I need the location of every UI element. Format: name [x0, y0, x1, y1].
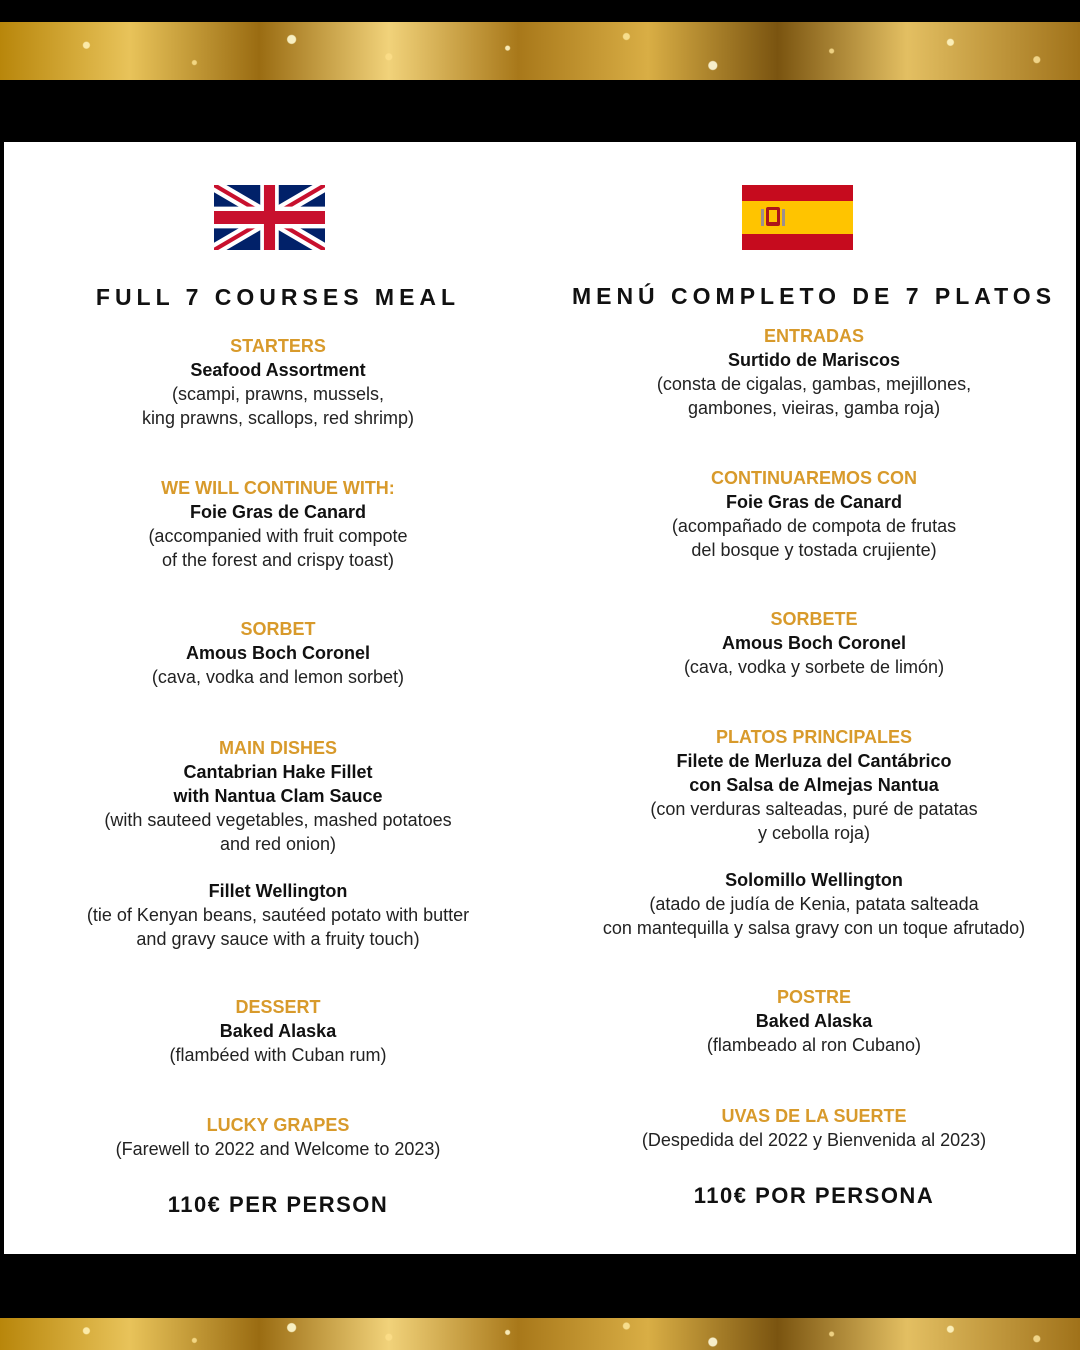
entradas-heading: ENTRADAS — [763, 326, 864, 346]
main-dish-1-line1: Cantabrian Hake Fillet — [183, 762, 373, 782]
sorbet-dish: Amous Boch Coronel — [185, 643, 370, 663]
continue-desc-line1: (accompanied with fruit compote — [148, 526, 408, 546]
sorbete-heading: SORBETE — [770, 609, 858, 629]
starters-desc-line1: (scampi, prawns, mussels, — [171, 384, 385, 404]
uvas-heading: UVAS DE LA SUERTE — [721, 1106, 907, 1126]
entradas-dish: Surtido de Mariscos — [727, 350, 901, 370]
continuaremos-desc-line1: (acompañado de compota de frutas — [671, 516, 957, 536]
platos-principales-section — [552, 725, 1076, 940]
spanish-price: 110€ POR PERSONA — [693, 1183, 935, 1208]
main-dishes-heading: MAIN DISHES — [218, 738, 337, 758]
continuaremos-heading: CONTINUAREMOS CON — [711, 468, 917, 488]
uvas-desc: (Despedida del 2022 y Bienvenida al 2023) — [641, 1130, 987, 1150]
sorbet-heading: SORBET — [240, 619, 316, 639]
plato-2-desc-line1: (atado de judía de Kenia, patata salteada — [649, 894, 979, 914]
plato-1-line1: Filete de Merluza del Cantábrico — [676, 751, 952, 771]
sorbete-dish: Amous Boch Coronel — [721, 633, 906, 653]
plato-2-desc-line2: con mantequilla y salsa gravy con un toque afrutado) — [602, 918, 1026, 938]
continuaremos-dish: Foie Gras de Canard — [725, 492, 903, 512]
english-price: 110€ PER PERSON — [167, 1192, 389, 1217]
lucky-grapes-desc: (Farewell to 2022 and Welcome to 2023) — [115, 1139, 441, 1159]
continue-dish: Foie Gras de Canard — [189, 502, 367, 522]
sorbet-section — [4, 617, 552, 689]
entradas-desc-line1: (consta de cigalas, gambas, mejillones, — [656, 374, 972, 394]
plato-2: Solomillo Wellington — [725, 870, 903, 890]
top-gold-glitter-band — [0, 22, 1080, 80]
continue-desc-line2: of the forest and crispy toast) — [161, 550, 395, 570]
menu-panel — [4, 142, 1076, 1254]
plato-1-line2: con Salsa de Almejas Nantua — [689, 775, 939, 795]
platos-principales-heading: PLATOS PRINCIPALES — [715, 727, 913, 747]
continue-heading: WE WILL CONTINUE WITH: — [161, 478, 395, 498]
main-dish-1-desc-line1: (with sauteed vegetables, mashed potatoes — [104, 810, 452, 830]
uk-flag-icon — [214, 185, 325, 250]
bottom-black-band — [0, 1256, 1080, 1318]
continue-section — [4, 476, 552, 572]
main-dish-1-desc-line2: and red onion) — [219, 834, 337, 854]
starters-dish: Seafood Assortment — [190, 360, 366, 380]
postre-dish: Baked Alaska — [755, 1011, 873, 1031]
dessert-heading: DESSERT — [235, 997, 321, 1017]
lucky-grapes-section — [4, 1113, 552, 1161]
dessert-section — [4, 995, 552, 1067]
postre-section — [552, 985, 1076, 1057]
starters-section — [4, 334, 552, 430]
main-dish-1-line2: with Nantua Clam Sauce — [173, 786, 383, 806]
dessert-dish: Baked Alaska — [219, 1021, 337, 1041]
main-dishes-section — [4, 736, 552, 951]
uvas-section — [552, 1104, 1076, 1152]
lucky-grapes-heading: LUCKY GRAPES — [206, 1115, 350, 1135]
bottom-gold-glitter-band — [0, 1318, 1080, 1350]
postre-heading: POSTRE — [776, 987, 851, 1007]
entradas-section — [552, 324, 1076, 420]
spanish-menu-title: MENÚ COMPLETO DE 7 PLATOS — [571, 283, 1057, 309]
plato-1-desc-line1: (con verduras salteadas, puré de patatas — [650, 799, 978, 819]
sorbete-desc: (cava, vodka y sorbete de limón) — [683, 657, 945, 677]
main-dish-2: Fillet Wellington — [208, 881, 348, 901]
dessert-desc: (flambéed with Cuban rum) — [169, 1045, 387, 1065]
english-menu-title: FULL 7 COURSES MEAL — [95, 284, 461, 310]
sorbete-section — [552, 607, 1076, 679]
main-dish-2-desc-line1: (tie of Kenyan beans, sautéed potato with butter — [86, 905, 470, 925]
main-dish-2-desc-line2: and gravy sauce with a fruity touch) — [136, 929, 420, 949]
spain-flag-icon — [742, 185, 853, 250]
plato-1-desc-line2: y cebolla roja) — [757, 823, 871, 843]
starters-heading: STARTERS — [230, 336, 326, 356]
continuaremos-desc-line2: del bosque y tostada crujiente) — [691, 540, 937, 560]
top-black-band — [0, 80, 1080, 142]
continuaremos-section — [552, 466, 1076, 562]
top-black-bar — [0, 0, 1080, 22]
starters-desc-line2: king prawns, scallops, red shrimp) — [141, 408, 415, 428]
entradas-desc-line2: gambones, vieiras, gamba roja) — [687, 398, 941, 418]
sorbet-desc: (cava, vodka and lemon sorbet) — [151, 667, 405, 687]
postre-desc: (flambeado al ron Cubano) — [706, 1035, 922, 1055]
